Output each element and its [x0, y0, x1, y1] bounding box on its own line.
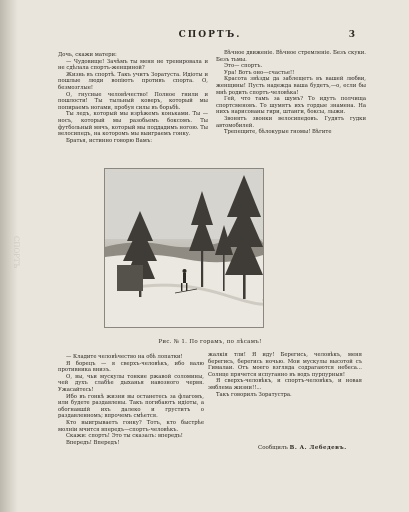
paragraph: Я борецъ — я сверхъ-человѣкъ, ибо валю противника внизъ. — [58, 360, 204, 374]
paragraph: Ибо въ гонкѣ жизни вы останетесь за флагомъ, или будете раздавлены. Такъ погибаютъ идіоты, а обогнавшій ихъ далеко и груститъ о раздавленномъ; впрочемъ смѣется. — [58, 393, 204, 420]
paragraph: Братья, истинно говорю Вамъ: — [66, 137, 153, 144]
page-number: 3 — [348, 30, 355, 40]
signature-prefix: Сообщилъ — [258, 445, 288, 451]
right-column-bottom — [208, 352, 362, 398]
paragraph: Красота звѣзды да заблещетъ въ вашей любви, женщины! Пусть надежда ваша будетъ,—о, если бы мнѣ родить спортъ-человѣка! — [216, 76, 366, 96]
bleed-through-text: СПОРТЪ — [12, 236, 20, 269]
paragraph: Впередъ! Впередъ! — [66, 439, 120, 446]
page-title: СПОРТЪ. — [178, 30, 242, 40]
paragraph: — Чудовище! Зачѣмъ ты меня не тренировала и не сдѣлала спортъ-женщиной? — [58, 58, 208, 72]
paragraph: Такъ говорилъ Зоратустра. — [216, 391, 292, 398]
paragraph: Жизнь въ спортѣ. Такъ учитъ Зоратуста. Идіоты и пошлые люди вопіютъ противъ спорта. О, безмозглые! — [58, 71, 208, 91]
paragraph: О, гнусные человѣчество! Полное гнили и пошлости! Ты тыльный коверъ, который мы попираемъ ногами, пробуя силы въ борьбѣ. — [58, 91, 208, 111]
paragraph: О, вы, чьи мускулы тонкие ржавой соломины, чей духъ слабѣе дыханья навозного червя. Ужасайтесь! — [58, 373, 204, 393]
left-column-bottom — [58, 354, 204, 446]
paragraph: Трепещите, бѣлокурые гномы! Вѣгите — [224, 129, 332, 136]
paragraph: Гей, что тамъ за шумъ? То идутъ полчища спортсменовъ. То шумятъ ихъ гордые знамена. На нихъ нарисованы гири, штанги, боксы, лыжи. — [216, 96, 366, 116]
paragraph: Скажи: спортъ! Это ты сказалъ: впередъ! — [66, 433, 183, 440]
paragraph: Я сверхъ-человѣкъ, и спортъ-человѣкъ, и новая эмблема жизни!!... — [208, 378, 362, 391]
paragraph: Это— спортъ. — [224, 63, 263, 70]
paragraph: Вѣчное движеніе. Вѣчное стремленіе. Безъ скуки. Безъ тьмы. — [216, 50, 366, 63]
paragraph: жалкія тли! Я иду! Берегись, человѣкъ, меня берегись, берегись ночью. Мои мускулы высотой съ Гималаи. Отъ моего взгляда содрагаются небеса... Солнце прячется испуганно въ водъ пурпурныя! — [208, 352, 362, 378]
paragraph: Кто выигрываетъ гонку? Тотъ, кто быстрѣе молніи мчится впередъ—спортъ-человѣкъ. — [58, 419, 204, 433]
photo-caption: Рис. № 1. По горамъ, по лѣсамъ! — [158, 339, 262, 345]
paragraph: Ура! Вотъ оно—счастье!! — [224, 69, 295, 76]
paragraph: Ты ледъ, который мы изрѣжемъ коньками. Ты — носъ, который мы разобьемъ боксомъ. Ты футбольный мячъ, который мы поддадимъ ногою. Ты велосипедъ, на которомъ мы выиграемъ гонку. — [58, 111, 208, 138]
left-column-top — [58, 52, 208, 144]
winter-forest-skier-photo — [104, 168, 264, 328]
paragraph: Звонятъ звонки велосипедовъ. Гудятъ гудки автомобилей. — [216, 115, 366, 129]
author-signature — [258, 445, 347, 451]
paragraph: — Кладите человѣчество на обѣ лопатки! — [66, 354, 183, 360]
author-name: В. А. Лебедевъ. — [289, 445, 347, 451]
right-column-top — [216, 50, 366, 136]
paragraph: Дочь, скажи матери: — [58, 52, 117, 58]
